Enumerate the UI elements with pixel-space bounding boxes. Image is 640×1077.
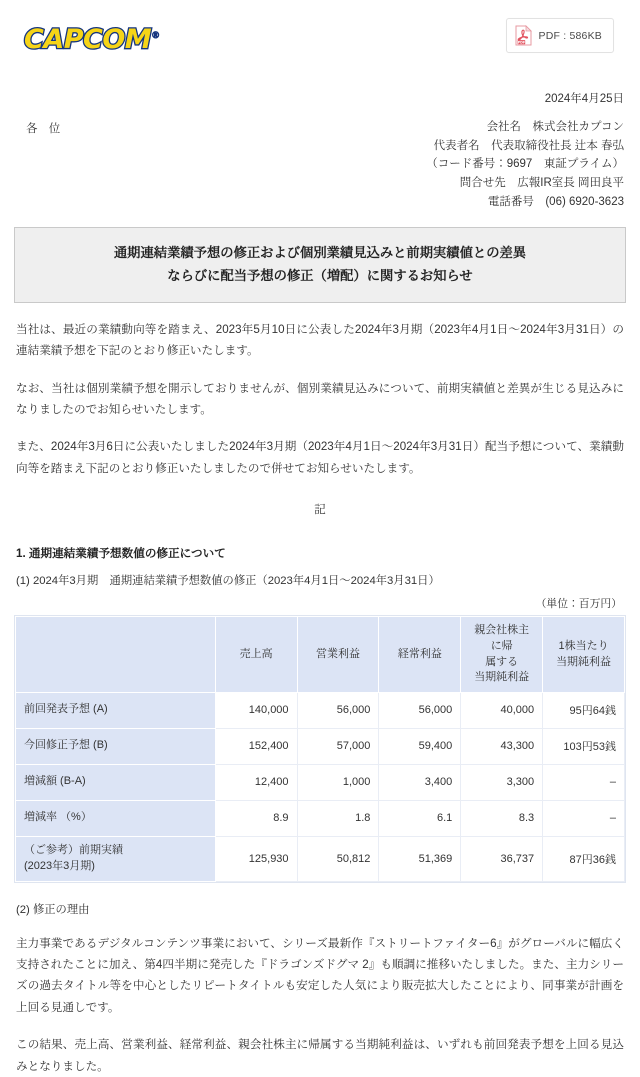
column-header-eps <box>543 617 625 692</box>
col-net-income-line3: 当期純利益 <box>474 671 530 684</box>
addressee-label: 各 位 <box>26 123 65 135</box>
cell-value: 103円53銭 <box>543 728 625 764</box>
cell-value: – <box>543 764 625 800</box>
cell-value: 43,300 <box>461 728 543 764</box>
svg-text:PDF: PDF <box>517 40 525 45</box>
cell-value: 50,812 <box>297 836 379 881</box>
cell-value: 3,400 <box>379 764 461 800</box>
capcom-logo <box>24 26 160 53</box>
pdf-download-badge[interactable] <box>506 18 614 53</box>
cell-value: 51,369 <box>379 836 461 881</box>
column-header-ordinary-income <box>379 617 461 692</box>
title-line-2: ならびに配当予想の修正（増配）に関するお知らせ <box>167 268 473 284</box>
table-row <box>16 800 625 836</box>
row-label-change-amount: 増減額 (B-A) <box>16 764 216 800</box>
cell-value: 87円36銭 <box>543 836 625 881</box>
col-eps-line1: 1株当たり <box>558 639 609 652</box>
intro-paragraph-1: 当社は、最近の業績動向等を踏まえ、2023年5月10日に公表した2024年3月期（2023年4月1日～2024年3月31日）の連結業績予想を下記のとおり修正いたします。 <box>16 322 624 358</box>
cell-value: 36,737 <box>461 836 543 881</box>
ki-marker: 記 <box>314 503 326 517</box>
cell-value: 12,400 <box>215 764 297 800</box>
reason-paragraph-1: 主力事業であるデジタルコンテンツ事業において、シリーズ最新作『ストリートファイター6』がグローバルに幅広く支持されたことに加え、第4四半期に発売した『ドラゴンズドグマ 2』も順調に推移いたしました。また、主力シリーズの過去タイトル等を中心としたリピートタイトルも安定した人気により販売拡大したことにより、同事業が計画を上回る見通しです。 <box>16 936 624 1014</box>
release-date: 2024年4月25日 <box>544 93 624 105</box>
company-info-block <box>14 118 624 211</box>
pdf-size-label: PDF : 586KB <box>538 29 602 42</box>
cell-value: 140,000 <box>215 692 297 728</box>
cell-value: 40,000 <box>461 692 543 728</box>
financial-forecast-table <box>15 616 625 881</box>
section-1-subheading: (1) 2024年3月期 通期連結業績予想数値の修正（2023年4月1日～2024年3月31日） <box>16 575 440 588</box>
cell-value: 152,400 <box>215 728 297 764</box>
column-header-net-income-attributable <box>461 617 543 692</box>
cell-value: 56,000 <box>379 692 461 728</box>
financial-table-wrapper <box>14 615 626 882</box>
col-net-sales-line1: 売上高 <box>239 647 273 660</box>
col-eps-line2: 当期純利益 <box>556 655 612 668</box>
column-header-operating-income <box>297 617 379 692</box>
cell-value: 6.1 <box>379 800 461 836</box>
table-corner-cell <box>16 617 216 692</box>
row-label-previous-year-actual <box>16 836 216 881</box>
document-title <box>14 227 626 303</box>
cell-value: 8.9 <box>215 800 297 836</box>
cell-value: 56,000 <box>297 692 379 728</box>
cell-value: 3,300 <box>461 764 543 800</box>
table-header <box>16 617 625 692</box>
unit-note: （単位：百万円） <box>535 598 622 611</box>
cell-value: 8.3 <box>461 800 543 836</box>
col-operating-income-line1: 営業利益 <box>315 647 360 660</box>
table-header-row <box>16 617 625 692</box>
reason-paragraph-2: この結果、売上高、営業利益、経常利益、親会社株主に帰属する当期純利益は、いずれも前回発表予想を上回る見込みとなりました。 <box>16 1038 624 1073</box>
section-1-reason-heading: (2) 修正の理由 <box>16 903 90 916</box>
logo-wordmark: CAPCOM <box>24 24 152 55</box>
table-body <box>16 692 625 881</box>
cell-value: 57,000 <box>297 728 379 764</box>
section-1-heading: 1. 通期連結業績予想数値の修正について <box>16 547 226 561</box>
table-row <box>16 692 625 728</box>
row-label-line2: (2023年3月期) <box>24 859 95 872</box>
cell-value: 1.8 <box>297 800 379 836</box>
registered-trademark-icon: ® <box>151 31 160 41</box>
title-line-1: 通期連結業績予想の修正および個別業績見込みと前期実績値との差異 <box>113 245 527 261</box>
cell-value: 59,400 <box>379 728 461 764</box>
ir-contact-line: 問合せ先 広報IR室長 岡田良平 <box>459 176 624 189</box>
col-net-income-line1: 親会社株主に帰 <box>474 624 530 652</box>
row-label-line1: （ご参考）前期実績 <box>24 843 123 856</box>
cell-value: 1,000 <box>297 764 379 800</box>
row-label-change-rate: 増減率 （%） <box>16 800 216 836</box>
column-header-net-sales <box>215 617 297 692</box>
intro-paragraph-2: なお、当社は個別業績予想を開示しておりませんが、個別業績見込みについて、前期実績値と差異が生じる見込みになりましたのでお知らせいたします。 <box>16 381 624 416</box>
stock-code-line: （コード番号：9697 東証プライム） <box>426 158 624 171</box>
col-net-income-line2: 属する <box>485 655 519 668</box>
pdf-file-icon <box>515 25 532 46</box>
cell-value: 125,930 <box>215 836 297 881</box>
row-label-revised-forecast: 今回修正予想 (B) <box>16 728 216 764</box>
table-row <box>16 764 625 800</box>
row-label-previous-forecast: 前回発表予想 (A) <box>16 692 216 728</box>
page-header <box>14 0 626 78</box>
cell-value: 95円64銭 <box>543 692 625 728</box>
cell-value: – <box>543 800 625 836</box>
company-name-line: 会社名 株式会社カプコン <box>486 121 624 133</box>
table-row <box>16 728 625 764</box>
intro-paragraph-3: また、2024年3月6日に公表いたしました2024年3月期（2023年4月1日～2024年3月31日）配当予想について、業績動向等を踏まえ下記のとおり修正いたしましたので併せてお知らせいたします。 <box>16 440 624 475</box>
table-row <box>16 836 625 881</box>
representative-line: 代表者名 代表取締役社長 辻本 春弘 <box>433 139 624 152</box>
col-ordinary-income-line1: 経常利益 <box>397 647 442 660</box>
phone-line: 電話番号 (06) 6920-3623 <box>487 195 624 208</box>
